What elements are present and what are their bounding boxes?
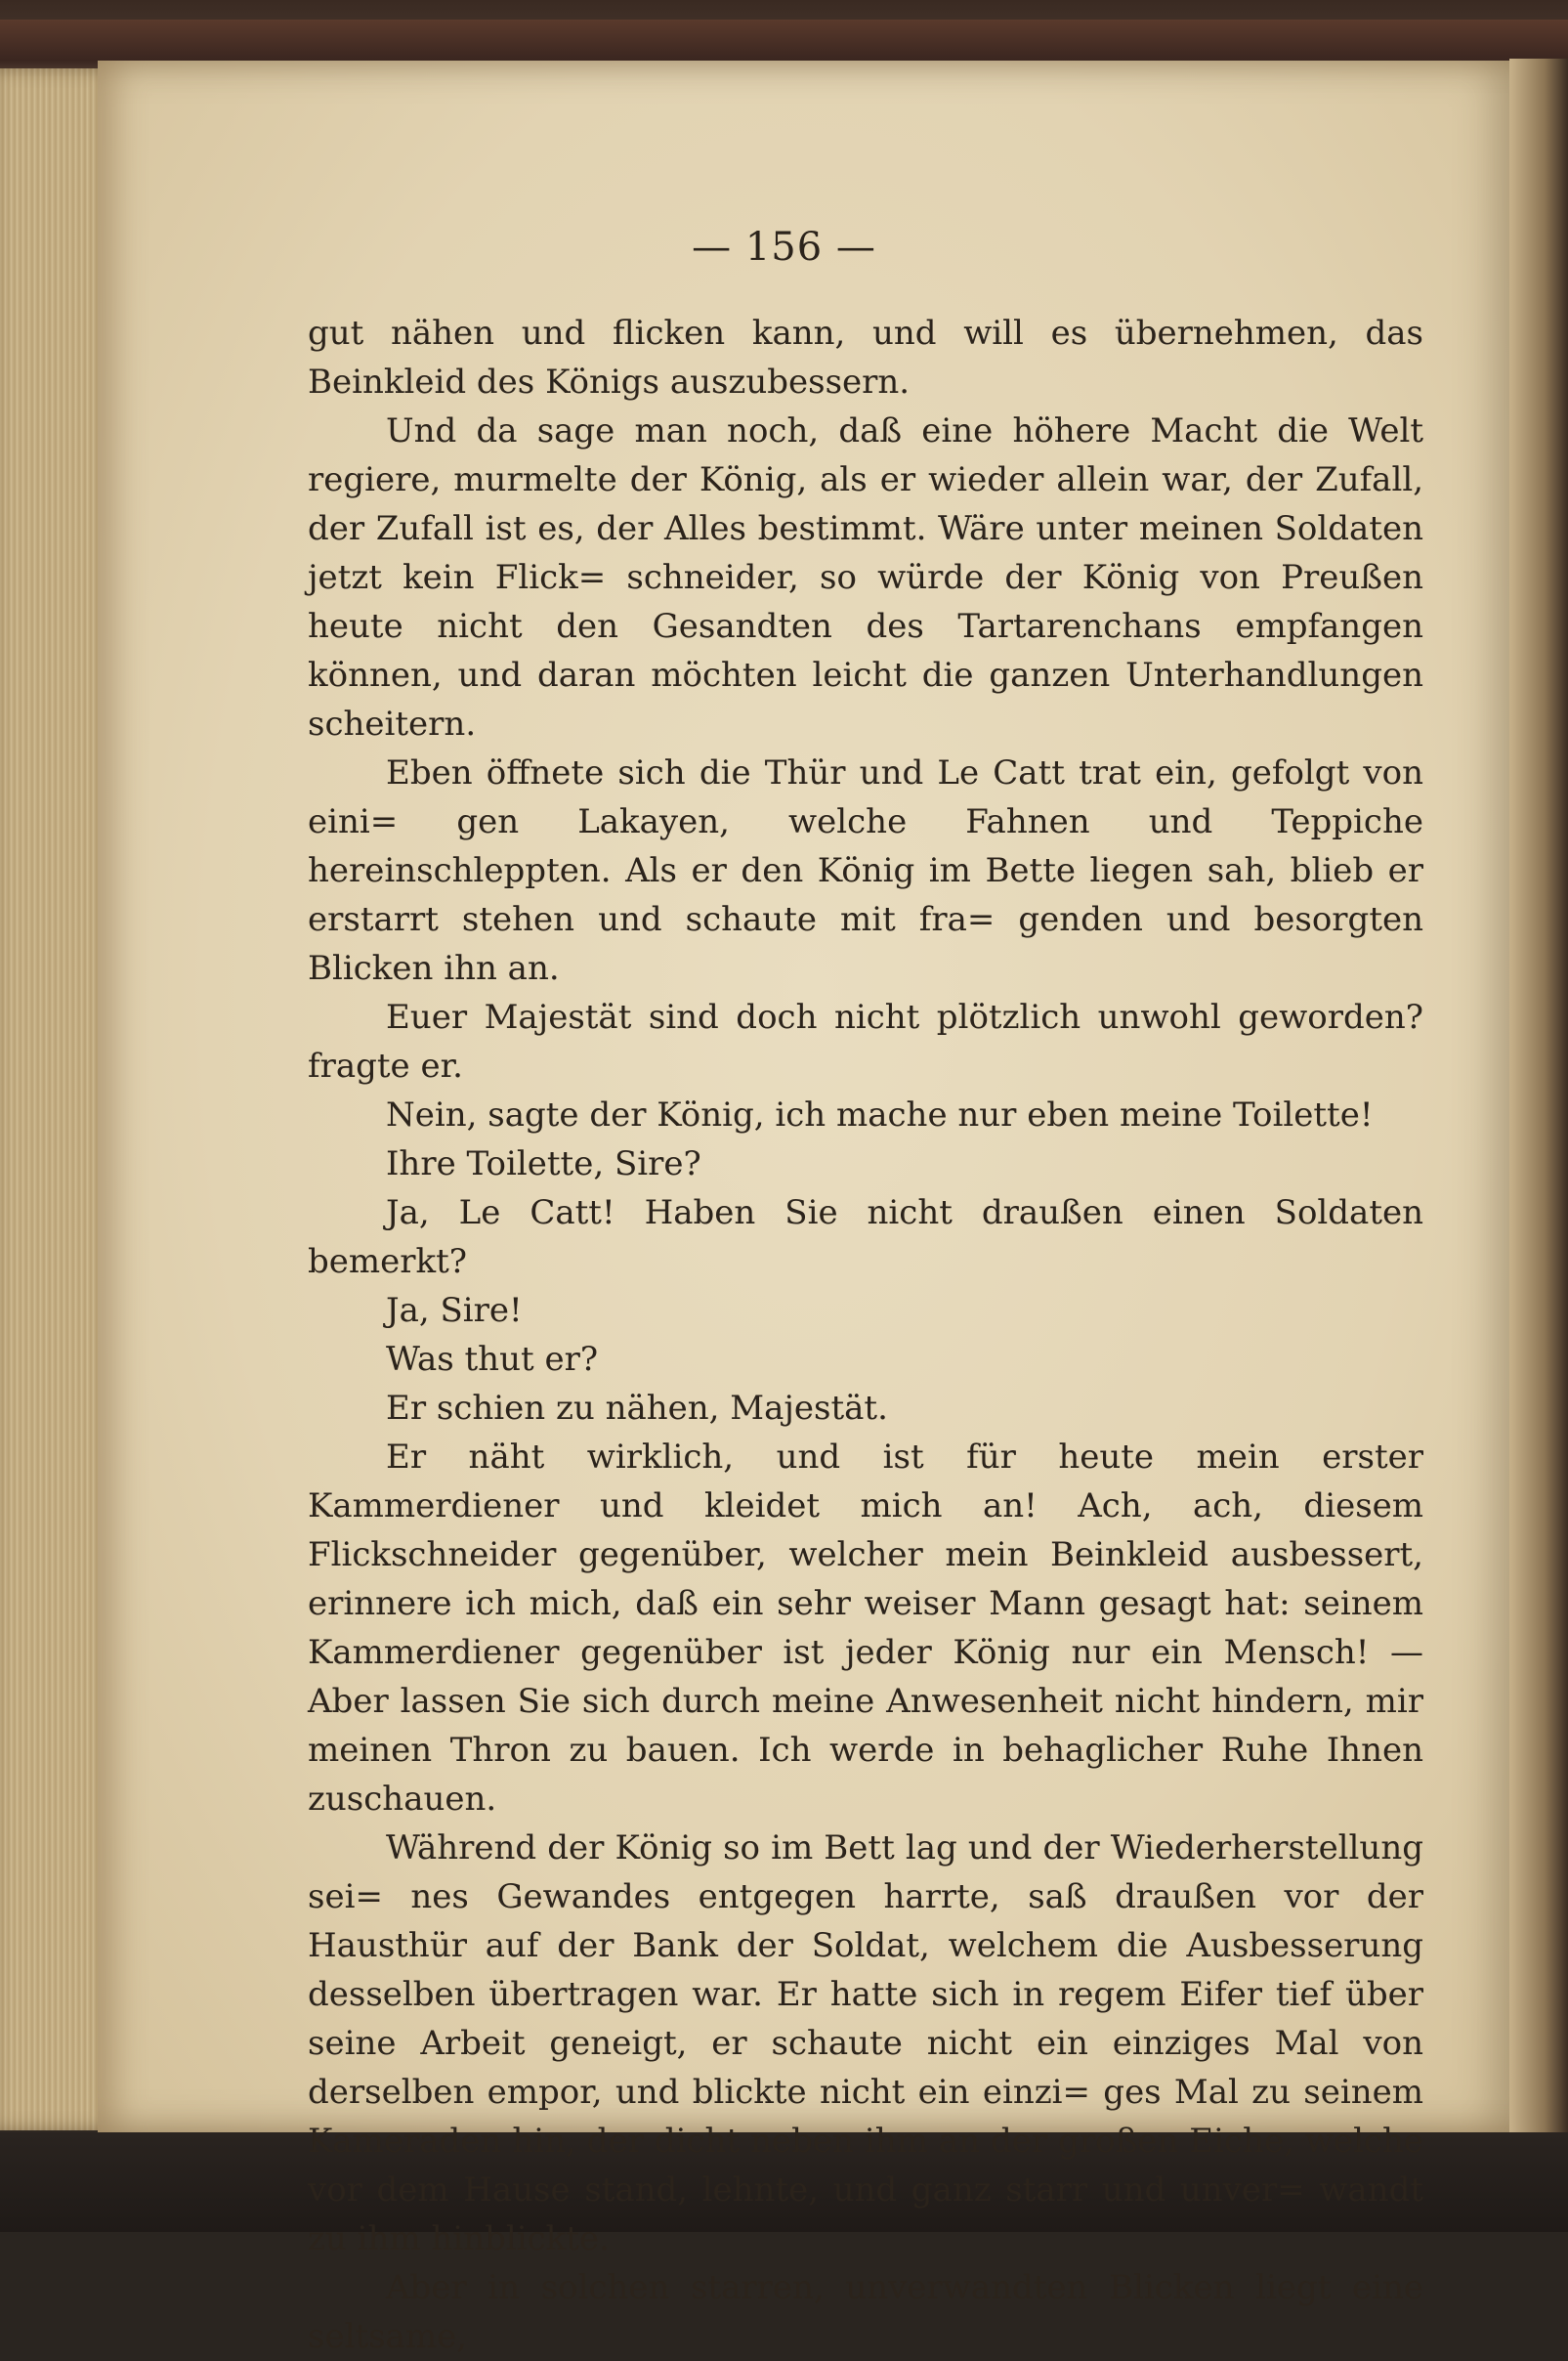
paragraph-1: gut nähen und flicken kann, und will es übernehmen, das Beinkleid des Königs auszubessern.	[308, 314, 1423, 402]
paragraph-6: Ihre Toilette, Sire?	[386, 1144, 701, 1183]
paragraph-11: Er näht wirklich, und ist für heute mein erster Kammerdiener und kleidet mich an! Ach, ach, diesem Flickschneider gegenüber, welcher mein Beinkleid ausbessert, erinnere ich mich, daß ein sehr weiser Mann gesagt hat: seinem Kammerdiener gegenüber ist jeder König nur ein Mensch! — Aber lassen Sie sich durch meine Anwesenheit nicht hindern, mir meinen Thron zu bauen. Ich werde in behaglicher Ruhe Ihnen zuschauen.	[308, 1438, 1423, 1819]
paragraph-13: Aber in solchen starren, unverwandten Blicken liegt eine seltsame,	[308, 2268, 1423, 2356]
page-number: — 156 —	[692, 225, 876, 270]
paragraph-12: Während der König so im Bett lag und der Wiederherstellung sei= nes Gewandes entgegen harrte, saß draußen vor der Hausthür auf der Bank der Soldat, welchem die Ausbesserung desselben übertragen war. Er hatte sich in regem Eifer tief über seine Arbeit geneigt, er schaute nicht ein einziges Mal von derselben empor, und blickte nicht ein einzi= ges Mal zu seinem Kameraden hin, der dicht neben ihm an der großen Eiche, welche vor dem Hause stand, lehnte, und ganz starr und unver= wandt zu ihm hinblickte.	[308, 1828, 1423, 2258]
paragraph-7: Ja, Le Catt! Haben Sie nicht draußen einen Soldaten bemerkt?	[308, 1193, 1423, 1281]
paragraph-2: Und da sage man noch, daß eine höhere Macht die Welt regiere, murmelte der König, als er wieder allein war, der Zufall, der Zufall ist es, der Alles bestimmt. Wäre unter meinen Soldaten jetzt kein Flick= schneider, so würde der König von Preußen heute nicht den Gesandten des Tartarenchans empfangen können, und daran möchten leicht die ganzen Unterhandlungen scheitern.	[308, 411, 1423, 744]
paragraph-10: Er schien zu nähen, Majestät.	[386, 1389, 888, 1428]
paragraph-9: Was thut er?	[386, 1340, 599, 1379]
paragraph-4: Euer Majestät sind doch nicht plötzlich unwohl geworden? fragte er.	[308, 998, 1423, 1086]
book-gutter	[1509, 59, 1568, 2150]
paragraph-3: Eben öffnete sich die Thür und Le Catt trat ein, gefolgt von eini= gen Lakayen, welche Fahnen und Teppiche hereinschleppten. Als er den König im Bette liegen sah, blieb er erstarrt stehen und schaute mit fra= genden und besorgten Blicken ihn an.	[308, 753, 1423, 988]
body-text	[308, 309, 1423, 2361]
paragraph-5: Nein, sagte der König, ich mache nur eben meine Toilette!	[386, 1095, 1374, 1135]
paragraph-8: Ja, Sire!	[386, 1291, 523, 1330]
